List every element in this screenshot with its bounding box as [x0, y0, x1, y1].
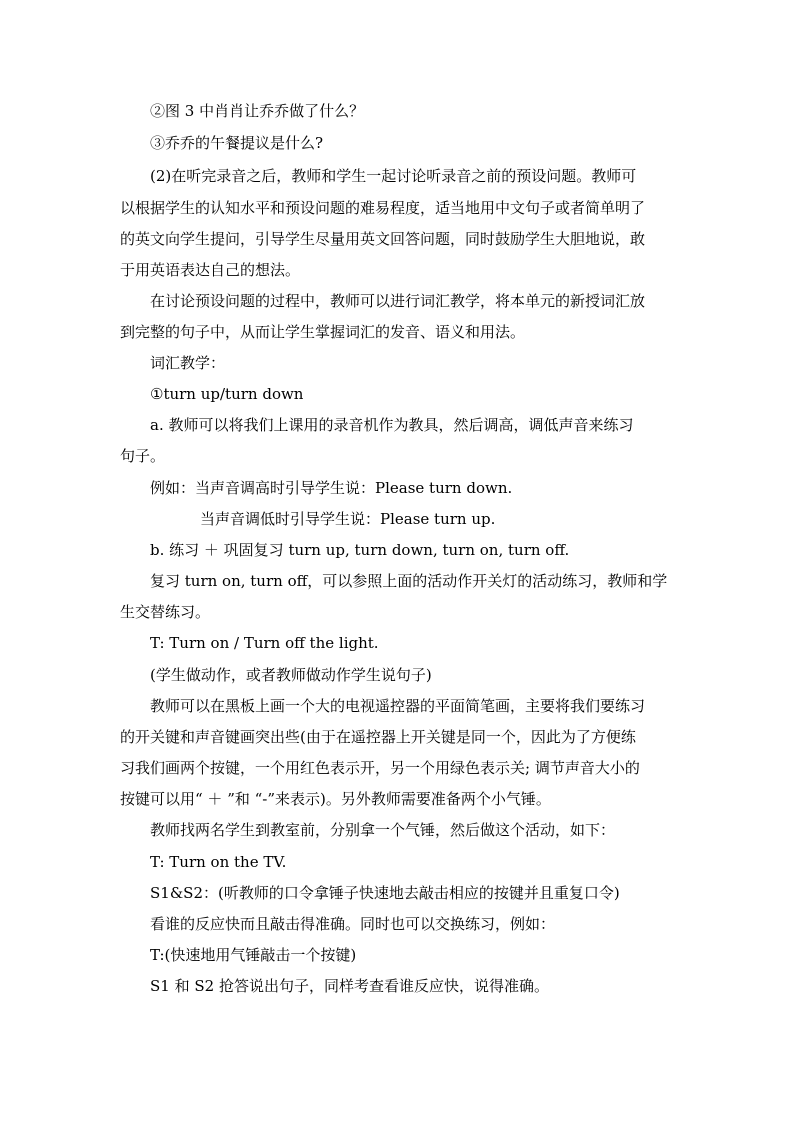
text-line: 的英文向学生提问，引导学生尽量用英文回答问题，同时鼓励学生大胆地说，敢	[120, 230, 646, 248]
text-line: S1 和 S2 抢答说出句子，同样考查看谁反应快，说得准确。	[150, 977, 549, 995]
text-line: 复习 turn on, turn off，可以参照上面的活动作开关灯的活动练习，教师和学	[150, 572, 668, 590]
text-line: T: Turn on the TV.	[150, 853, 287, 871]
text-line: (2)在听完录音之后，教师和学生一起讨论听录音之前的预设问题。教师可	[150, 167, 637, 185]
text-line: ③乔乔的午餐提议是什么?	[150, 134, 324, 152]
text-line: S1&S2：(听教师的口令拿锤子快速地去敲击相应的按键并且重复口令)	[150, 884, 620, 902]
text-line: T:(快速地用气锤敲击一个按键)	[150, 946, 357, 964]
text-line: 的开关键和声音键画突出些(由于在遥控器上开关键是同一个，因此为了方便练	[120, 728, 636, 746]
text-line: 习我们画两个按键，一个用红色表示开，另一个用绿色表示关; 调节声音大小的	[120, 759, 640, 777]
text-line: 在讨论预设问题的过程中，教师可以进行词汇教学，将本单元的新授词汇放	[150, 292, 646, 310]
text-line: T: Turn on / Turn off the light.	[150, 634, 379, 652]
text-line: 生交替练习。	[120, 603, 211, 621]
text-line: 句子。	[120, 447, 166, 465]
text-line: 当声音调低时引导学生说：Please turn up.	[200, 510, 496, 528]
text-line: b. 练习 ＋ 巩固复习 turn up, turn down, turn on, turn off.	[150, 541, 570, 559]
text-line: (学生做动作，或者教师做动作学生说句子)	[150, 666, 432, 684]
text-line: ②图 3 中肖肖让乔乔做了什么？	[150, 102, 365, 120]
text-line: 按键可以用“ ＋ ”和 “-”来表示)。另外教师需要准备两个小气锤。	[120, 790, 551, 808]
text-line: 于用英语表达自己的想法。	[120, 261, 301, 279]
text-line: 词汇教学：	[150, 354, 226, 372]
text-line: ①turn up/turn down	[150, 385, 304, 403]
text-line: 例如：当声音调高时引导学生说：Please turn down.	[150, 479, 513, 497]
text-line: 以根据学生的认知水平和预设问题的难易程度，适当地用中文句子或者简单明了	[120, 199, 646, 217]
text-line: 教师找两名学生到教室前，分别拿一个气锤，然后做这个活动，如下：	[150, 821, 616, 839]
text-line: a. 教师可以将我们上课用的录音机作为教具，然后调高，调低声音来练习	[150, 416, 634, 434]
text-line: 看谁的反应快而且敲击得准确。同时也可以交换练习，例如：	[150, 915, 556, 933]
text-line: 教师可以在黑板上画一个大的电视遥控器的平面简笔画，主要将我们要练习	[150, 697, 646, 715]
text-line: 到完整的句子中，从而让学生掌握词汇的发音、语义和用法。	[120, 323, 526, 341]
